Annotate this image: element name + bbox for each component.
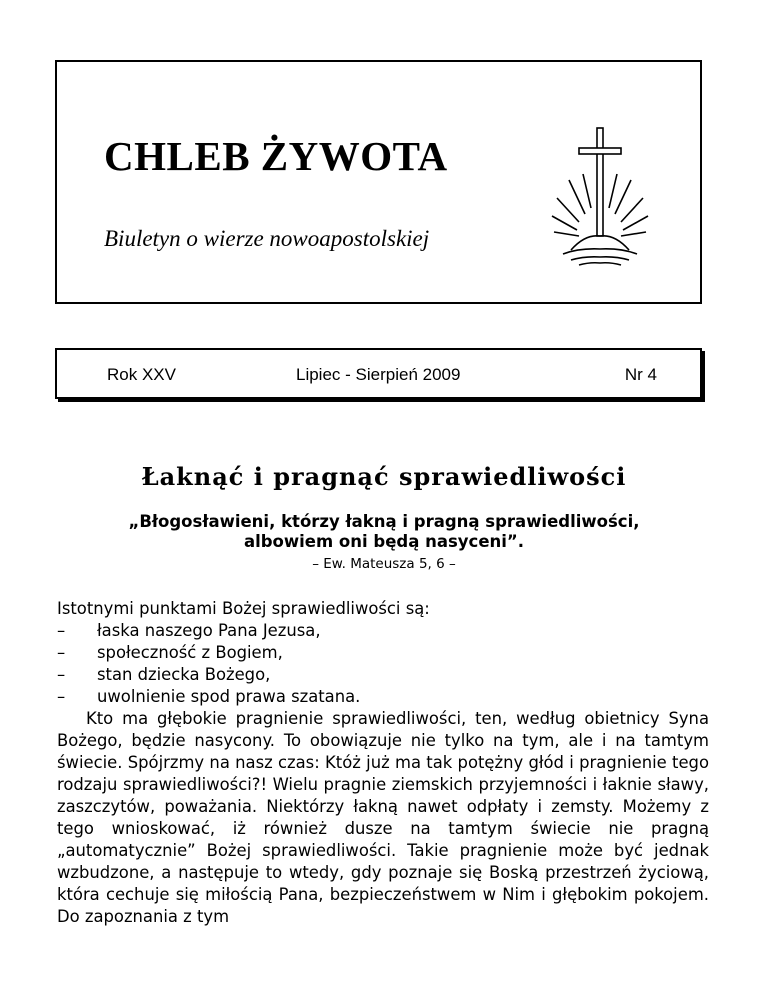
cross-over-rising-sun-icon [549,122,649,272]
issue-number: Nr 4 [624,365,657,384]
dash-marker: – [57,665,66,684]
list-item-text: społeczność z Bogiem, [97,643,283,662]
list-item-text: stan dziecka Bożego, [97,665,271,684]
dash-marker: – [57,687,66,706]
body-paragraph: Kto ma głębokie pragnienie sprawiedliwości, ten, według obietnicy Syna Bożego, będzie nasycony. To obowiązuje nie tylko na tym, ale i na tamtym świecie. Spójrzmy na nasz czas: Któż już ma tak potężny głód i pragnienie tego rodzaju sprawiedliwości?! Wielu pragnie ziemskich przyjemności i łaknie sławy, zaszczytów, poważania. Niektórzy łakną nawet odpłaty i zemsty. Możemy z tego wnioskować, iż również dusze na tamtym świecie nie pragną „automatycznie” Bożej sprawiedliwości. Takie pragnienie może być jednak wzbudzone, a następuje to wtedy, gdy poznaje się Boską przestrzeń życiową, która cechuje się miłością Pana, bezpieczeństwem w Nim i głębokim pokojem. Do zapoznania z tym [57,709,709,926]
publication-subtitle: Biuletyn o wierze nowoapostolskiej [104,226,430,251]
paragraph-block [57,708,709,928]
dash-marker: – [57,643,66,662]
list-item [57,642,709,664]
intro-text: Istotnymi punktami Bożej sprawiedliwości są: [57,599,430,618]
list-item-text: łaska naszego Pana Jezusa, [97,621,321,640]
bullet-list [57,620,709,708]
list-item [57,620,709,642]
issue-info-bar [55,348,702,399]
bible-quote [0,512,768,552]
masthead [55,60,702,304]
list-item [57,664,709,686]
dash-marker: – [57,621,66,640]
issue-year: Rok XXV [107,365,176,384]
quote-line-1: „Błogosławieni, którzy łakną i pragną sprawiedliwości, [128,512,640,531]
quote-line-2: albowiem oni będą nasyceni”. [243,532,525,551]
list-item-text: uwolnienie spod prawa szatana. [97,687,361,706]
article-title: Łaknąć i pragnąć sprawiedliwości [141,462,627,491]
issue-date: Lipiec - Sierpień 2009 [296,365,461,384]
article-body [57,598,709,928]
quote-source: – Ew. Mateusza 5, 6 – [312,556,456,572]
list-item [57,686,709,708]
publication-title: CHLEB ŻYWOTA [104,133,448,179]
